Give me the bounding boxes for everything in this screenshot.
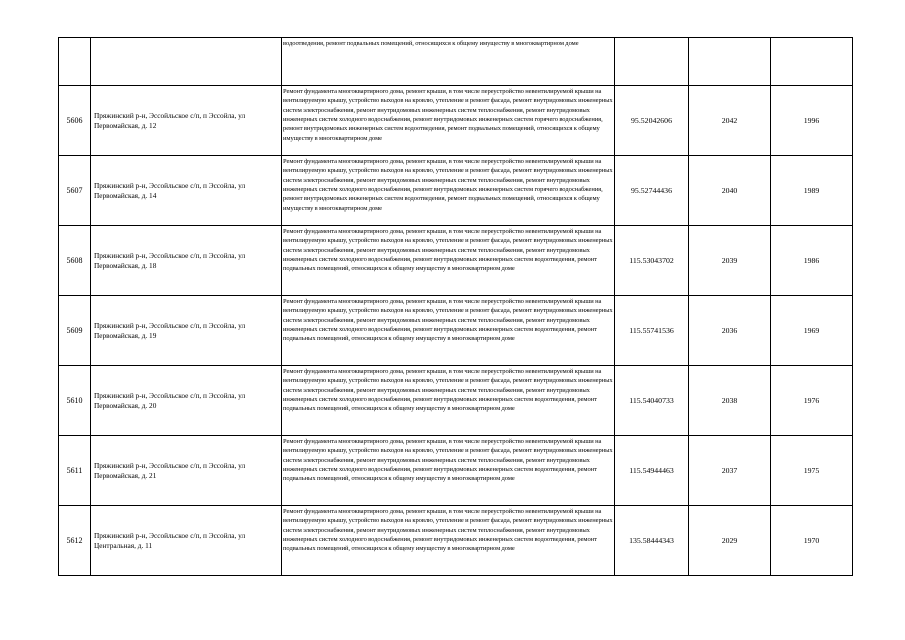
table-row: [59, 86, 853, 156]
row-built-year: 1976: [771, 366, 853, 436]
row-plan-year: 2040: [689, 156, 771, 226]
row-address: Пряжинский р-н, Эссойльское с/п, п Эссойла, ул Первомайская, д. 21: [91, 436, 282, 506]
row-plan-year: 2042: [689, 86, 771, 156]
row-works: Ремонт фундамента многоквартирного дома, ремонт крыши, в том числе переустройство невентилируемой крыши на вентилируемую крышу, устройство выходов на кровлю, утепление и ремонт фасада, ремонт внутридомовых инженерных систем электроснабжения, ремонт внутридомовых инженерных систем теплоснабжения, ремонт внутридомовых инженерных систем холодного водоснабжения, ремонт внутридомовых инженерных систем водоотведения, ремонт подвальных помещений, относящихся к общему имуществу в многоквартирном доме: [282, 366, 615, 436]
row-works: Ремонт фундамента многоквартирного дома, ремонт крыши, в том числе переустройство невентилируемой крыши на вентилируемую крышу, устройство выходов на кровлю, утепление и ремонт фасада, ремонт внутридомовых инженерных систем электроснабжения, ремонт внутридомовых инженерных систем теплоснабжения, ремонт внутридомовых инженерных систем холодного водоснабжения, ремонт внутридомовых инженерных систем горячего водоснабжения, ремонт внутридомовых инженерных систем водоотведения, ремонт подвальных помещений, относящихся к общему имуществу в многоквартирном доме: [282, 156, 615, 226]
row-number: 5611: [59, 436, 91, 506]
row-plan-year: 2039: [689, 226, 771, 296]
row-cost: 115.53043702: [615, 226, 689, 296]
row-works: водоотведения, ремонт подвальных помещений, относящихся к общему имуществу в многоквартирном доме: [282, 38, 615, 86]
row-plan-year: 2029: [689, 506, 771, 576]
table-row: [59, 226, 853, 296]
repair-program-table: [58, 37, 853, 576]
table-row: [59, 156, 853, 226]
row-number: 5607: [59, 156, 91, 226]
row-built-year: 1996: [771, 86, 853, 156]
row-built-year: 1969: [771, 296, 853, 366]
row-works: Ремонт фундамента многоквартирного дома, ремонт крыши, в том числе переустройство невентилируемой крыши на вентилируемую крышу, устройство выходов на кровлю, утепление и ремонт фасада, ремонт внутридомовых инженерных систем электроснабжения, ремонт внутридомовых инженерных систем теплоснабжения, ремонт внутридомовых инженерных систем холодного водоснабжения, ремонт внутридомовых инженерных систем горячего водоснабжения, ремонт внутридомовых инженерных систем водоотведения, ремонт подвальных помещений, относящихся к общему имуществу в многоквартирном доме: [282, 86, 615, 156]
row-built-year: [771, 38, 853, 86]
row-cost: [615, 38, 689, 86]
table-row: [59, 38, 853, 86]
row-number: 5606: [59, 86, 91, 156]
row-plan-year: 2037: [689, 436, 771, 506]
row-cost: 95.52042606: [615, 86, 689, 156]
row-cost: 115.54040733: [615, 366, 689, 436]
row-built-year: 1989: [771, 156, 853, 226]
row-plan-year: [689, 38, 771, 86]
table-row: [59, 436, 853, 506]
row-built-year: 1970: [771, 506, 853, 576]
row-cost: 135.58444343: [615, 506, 689, 576]
row-number: 5612: [59, 506, 91, 576]
row-cost: 95.52744436: [615, 156, 689, 226]
row-built-year: 1986: [771, 226, 853, 296]
table-body: [59, 38, 853, 576]
row-number: 5608: [59, 226, 91, 296]
row-works: Ремонт фундамента многоквартирного дома, ремонт крыши, в том числе переустройство невентилируемой крыши на вентилируемую крышу, устройство выходов на кровлю, утепление и ремонт фасада, ремонт внутридомовых инженерных систем электроснабжения, ремонт внутридомовых инженерных систем теплоснабжения, ремонт внутридомовых инженерных систем холодного водоснабжения, ремонт внутридомовых инженерных систем водоотведения, ремонт подвальных помещений, относящихся к общему имуществу в многоквартирном доме: [282, 506, 615, 576]
row-plan-year: 2038: [689, 366, 771, 436]
row-address: Пряжинский р-н, Эссойльское с/п, п Эссойла, ул Первомайская, д. 19: [91, 296, 282, 366]
table-row: [59, 506, 853, 576]
row-cost: 115.54944463: [615, 436, 689, 506]
row-address: [91, 38, 282, 86]
row-cost: 115.55741536: [615, 296, 689, 366]
row-number: [59, 38, 91, 86]
row-works: Ремонт фундамента многоквартирного дома, ремонт крыши, в том числе переустройство невентилируемой крыши на вентилируемую крышу, устройство выходов на кровлю, утепление и ремонт фасада, ремонт внутридомовых инженерных систем электроснабжения, ремонт внутридомовых инженерных систем теплоснабжения, ремонт внутридомовых инженерных систем холодного водоснабжения, ремонт внутридомовых инженерных систем водоотведения, ремонт подвальных помещений, относящихся к общему имуществу в многоквартирном доме: [282, 436, 615, 506]
row-plan-year: 2036: [689, 296, 771, 366]
row-address: Пряжинский р-н, Эссойльское с/п, п Эссойла, ул Первомайская, д. 18: [91, 226, 282, 296]
row-address: Пряжинский р-н, Эссойльское с/п, п Эссойла, ул Первомайская, д. 20: [91, 366, 282, 436]
row-number: 5609: [59, 296, 91, 366]
table-row: [59, 366, 853, 436]
table-row: [59, 296, 853, 366]
row-works: Ремонт фундамента многоквартирного дома, ремонт крыши, в том числе переустройство невентилируемой крыши на вентилируемую крышу, устройство выходов на кровлю, утепление и ремонт фасада, ремонт внутридомовых инженерных систем электроснабжения, ремонт внутридомовых инженерных систем теплоснабжения, ремонт внутридомовых инженерных систем холодного водоснабжения, ремонт внутридомовых инженерных систем водоотведения, ремонт подвальных помещений, относящихся к общему имуществу в многоквартирном доме: [282, 226, 615, 296]
row-built-year: 1975: [771, 436, 853, 506]
row-works: Ремонт фундамента многоквартирного дома, ремонт крыши, в том числе переустройство невентилируемой крыши на вентилируемую крышу, устройство выходов на кровлю, утепление и ремонт фасада, ремонт внутридомовых инженерных систем электроснабжения, ремонт внутридомовых инженерных систем теплоснабжения, ремонт внутридомовых инженерных систем холодного водоснабжения, ремонт внутридомовых инженерных систем водоотведения, ремонт подвальных помещений, относящихся к общему имуществу в многоквартирном доме: [282, 296, 615, 366]
row-address: Пряжинский р-н, Эссойльское с/п, п Эссойла, ул Первомайская, д. 14: [91, 156, 282, 226]
row-number: 5610: [59, 366, 91, 436]
row-address: Пряжинский р-н, Эссойльское с/п, п Эссойла, ул Первомайская, д. 12: [91, 86, 282, 156]
row-address: Пряжинский р-н, Эссойльское с/п, п Эссойла, ул Центральная, д. 11: [91, 506, 282, 576]
